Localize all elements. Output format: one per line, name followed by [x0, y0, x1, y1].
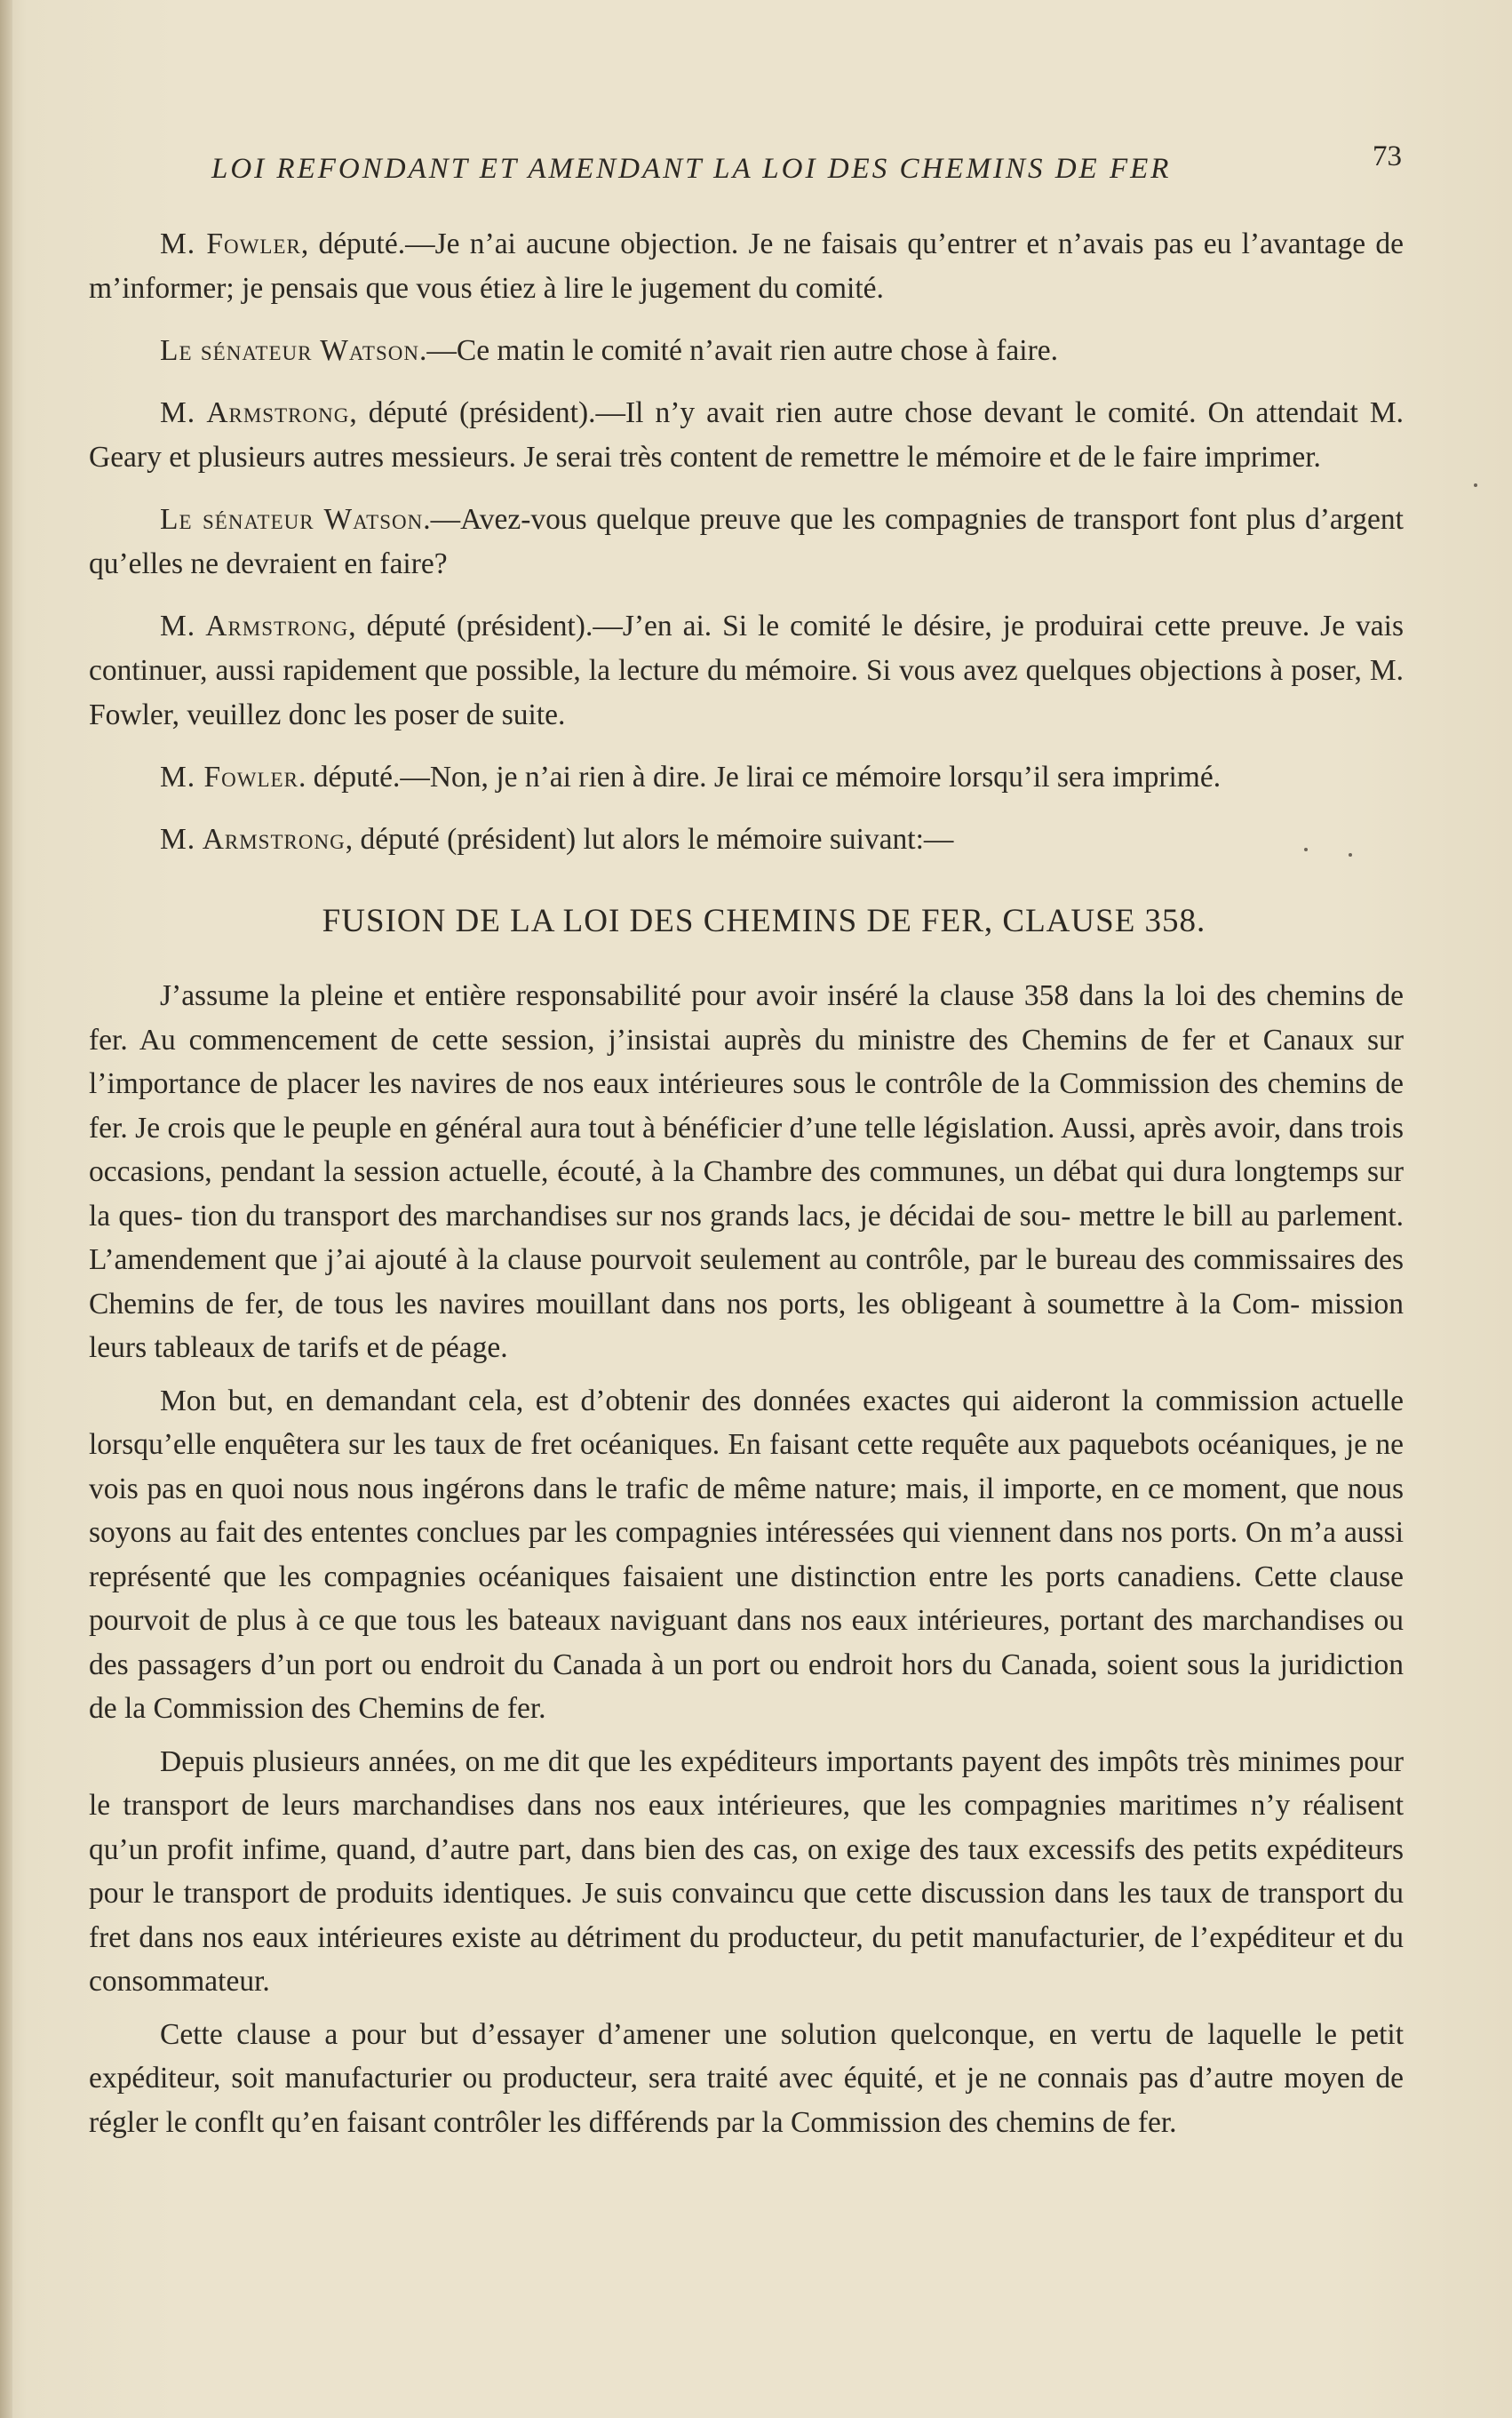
memo-line: nous ingérons dans le trafic de même nature; mais, il importe, en ce moment,: [357, 1472, 1288, 1505]
memo-line: tion du transport des marchandises sur nos grands lacs, je décidai de sou-: [191, 1199, 1071, 1233]
speech-text: —Non, je n’ai rien à dire. Je lirai ce mémoire lorsqu’il sera imprimé.: [400, 761, 1222, 794]
speaker-name: M. Armstrong: [160, 823, 346, 856]
speaker-name: M. Fowler: [160, 227, 301, 260]
print-speck: [1304, 848, 1308, 851]
speaker-role: , député.: [300, 227, 406, 260]
memo-line: tous les navires mouillant dans nos ports, les obligeant à soumettre à la Com-: [334, 1287, 1301, 1321]
speaker-name: Le sénateur Watson: [160, 334, 419, 367]
speaker-role: , député (président).: [349, 396, 596, 429]
memo-line: traité avec équité, et je ne connais pas d’autre moyen de régler le conflt qu’en: [89, 2062, 1405, 2139]
memo-line: seulement au contrôle, par le bureau des commissaires des Chemins de fer, de: [89, 1243, 1405, 1321]
memo-line: Depuis plusieurs années, on me dit que les expéditeurs importants payent: [160, 1744, 1041, 1778]
memo-line: Mon but, en demandant cela, est d’obtenir des données exactes qui aideront: [160, 1384, 1110, 1417]
speech-text: —Avez-vous quelque preuve que les compagnies de transport font plus d’argent qu’elles ne devraient en faire?: [89, 503, 1404, 580]
speaker-name: M. Armstrong: [160, 396, 350, 429]
memo-title: FUSION DE LA LOI DES CHEMINS DE FER, CLAUSE 358.: [322, 903, 1206, 939]
speech-text: —J’en ai. Si le comité le désire, je produirai cette preuve. Je vais continuer, aussi rapidement que possible, la lecture du mémoire. Si vous avez quelques objections à poser, M. Fowler, veuillez donc les poser de suite.: [89, 610, 1404, 731]
page-body: [89, 222, 1404, 2144]
speech-text: —Ce matin le comité n’avait rien autre chose à faire.: [426, 334, 1058, 367]
memo-line: cette discussion dans les taux de transport du fret dans nos eaux intérieures: [89, 1877, 1405, 1954]
print-speck: [1349, 853, 1352, 857]
memo-line: En faisant cette requête aux paquebots océaniques, je ne vois pas en quoi nous: [89, 1428, 1404, 1505]
memo-line: mettre le bill au parlement. L’amendement que j’ai ajouté à la clause pourvoit: [89, 1199, 1405, 1276]
memo-line: auprès du ministre des Chemins de fer et Canaux sur l’importance de placer les: [89, 1023, 1404, 1100]
memo-line: existe au détriment du producteur, du petit manufacturier, de l’expéditeur et: [451, 1920, 1365, 1954]
memo-line: mission leurs tableaux de tarifs et de péage.: [89, 1287, 1405, 1364]
memo-line: écouté, à la Chambre des communes, un débat qui dura longtemps sur la ques-: [89, 1155, 1404, 1233]
memo-line: Cette clause a pour but d’essayer d’amener une solution quelconque, en: [160, 2017, 1078, 2051]
memo-line: vertu de laquelle le petit expéditeur, soit manufacturier ou producteur, sera: [89, 2017, 1405, 2095]
memo-line: navires de nos eaux intérieures sous le contrôle de la Commission des chemins: [410, 1067, 1367, 1100]
dialogue-paragraph: [89, 604, 1404, 738]
dialogue-paragraph: [89, 818, 1404, 862]
speaker-role: , député (président).: [348, 610, 593, 642]
dialogue-paragraph: [89, 222, 1404, 311]
page-number: 73: [1373, 140, 1402, 172]
memo-line: faisaient une distinction entre les ports canadiens. Cette clause pourvoit de: [89, 1560, 1404, 1637]
memo-line: viennent dans nos ports. On m’a aussi représenté que les compagnies océaniques: [89, 1516, 1404, 1593]
speech-text: lut alors le mémoire suivant:—: [576, 823, 954, 856]
memo-line: quand, d’autre part, dans bien des cas, on exige des taux excessifs des petits: [336, 1832, 1258, 1866]
speaker-name: M. Armstrong: [160, 610, 349, 642]
memo-line: de fer. Je crois que le peuple en général aura tout à bénéficier d’une telle: [89, 1067, 1404, 1145]
memo-line: la commission actuelle lorsqu’elle enquêtera sur les taux de fret océaniques.: [89, 1384, 1405, 1461]
speaker-name: Le sénateur Watson: [160, 503, 424, 536]
memo-line: du consommateur.: [89, 1920, 1405, 1998]
memo-line: plus à ce que tous les bateaux naviguant dans nos eaux intérieures, portant des: [236, 1604, 1193, 1637]
memo-line: législation. Aussi, après avoir, dans trois occasions, pendant la session actuelle,: [89, 1111, 1405, 1188]
dialogue-paragraph: [89, 391, 1404, 480]
speaker-role: , député (président): [345, 823, 577, 856]
speaker-role: .: [423, 503, 431, 536]
memo-line: intérieures, que les compagnies maritimes n’y réalisent qu’un profit infime,: [89, 1789, 1404, 1866]
page-binding-edge: [0, 0, 12, 2418]
dialogue-paragraph: [89, 329, 1404, 373]
memo-paragraph: [89, 974, 1404, 1370]
memo-line: endroit hors du Canada, soient sous la juridiction de la Commission des Chemins: [89, 1648, 1405, 1725]
memo-paragraph: [89, 1740, 1404, 2004]
print-speck: [1474, 483, 1477, 487]
speaker-name: M. Fowler: [160, 761, 298, 794]
memo-body: [89, 974, 1404, 2144]
committee-dialogue: [89, 222, 1404, 862]
speaker-role: . député.: [298, 761, 401, 794]
memo-line: des impôts très minimes pour le transport de leurs marchandises dans nos eaux: [89, 1744, 1405, 1822]
memo-line: que nous soyons au fait des ententes conclues par les compagnies intéressées qui: [89, 1472, 1404, 1549]
speech-text: —Je n’ai aucune objection. Je ne faisais qu’entrer et n’avais pas eu l’avantage de m’informer; je pensais que vous étiez à lire le jugement du comité.: [89, 227, 1404, 305]
memo-paragraph: [89, 1379, 1404, 1731]
dialogue-paragraph: [89, 755, 1404, 800]
speaker-role: .: [418, 334, 427, 367]
memo-line: de fer.: [471, 1692, 546, 1725]
memo-line: dans la loi des chemins de fer. Au commencement de cette session, j’insistai: [89, 979, 1404, 1057]
memo-line: expéditeurs pour le transport de produits identiques. Je suis convaincu que: [89, 1832, 1405, 1910]
speech-text: —Il n’y avait rien autre chose devant le comité. On attendait M. Geary et plusieurs autres messieurs. Je serai très content de remettre le mémoire et de le faire imprimer.: [89, 396, 1404, 474]
memo-line: J’assume la pleine et entière responsabilité pour avoir inséré la clause 358: [160, 979, 1070, 1012]
memo-paragraph: [89, 2013, 1404, 2145]
memo-line: faisant contrôler les différends par la Commission des chemins de fer.: [346, 2105, 1177, 2139]
running-title: LOI REFONDANT ET AMENDANT LA LOI DES CHEMINS DE FER: [211, 153, 1172, 185]
memo-line: marchandises ou des passagers d’un port ou endroit du Canada à un port ou: [89, 1604, 1405, 1681]
dialogue-paragraph: [89, 498, 1404, 587]
